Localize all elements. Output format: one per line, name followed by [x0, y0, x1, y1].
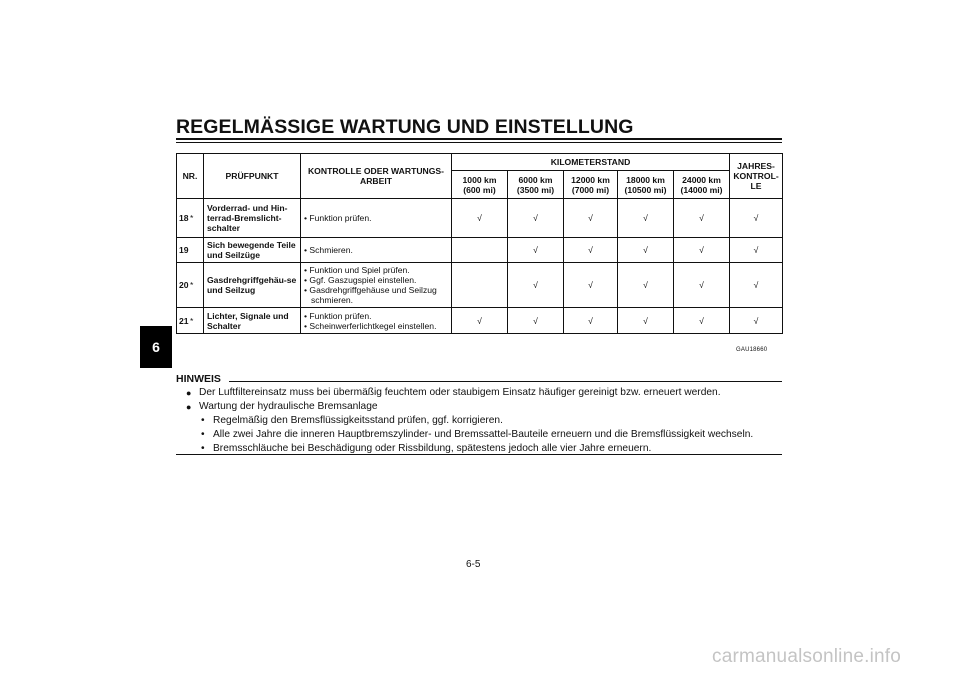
row-item: Sich bewegende Teile und Seilzüge: [204, 238, 301, 263]
hinweis-rule: [229, 381, 782, 382]
row-number-cell: [177, 263, 204, 308]
row-number: 18: [179, 213, 189, 223]
header-action: KONTROLLE ODER WARTUNGS-ARBEIT: [301, 154, 452, 199]
check-mark: √: [452, 199, 508, 238]
check-mark: √: [618, 199, 674, 238]
header-km-0: [452, 171, 508, 199]
row-actions: [301, 199, 452, 238]
note-text: Der Luftfiltereinsatz muss bei übermäßig feuchtem oder staubigem Einsatz häufiger gereinigt bzw. erneuert werden.: [199, 387, 721, 398]
header-nr: NR.: [177, 154, 204, 199]
header-km-value: 18000 km: [626, 174, 665, 185]
note-text: Regelmäßig den Bremsflüssigkeitsstand prüfen, ggf. korrigieren.: [213, 415, 503, 426]
row-number-cell: [177, 199, 204, 238]
page-title: REGELMÄSSIGE WARTUNG UND EINSTELLUNG: [176, 116, 634, 138]
title-rule: [176, 138, 782, 140]
check-mark: [452, 238, 508, 263]
header-km-1: [508, 171, 564, 199]
header-mi-value: (3500 mi): [516, 184, 555, 195]
row-number-cell: [177, 308, 204, 334]
check-mark: √: [674, 263, 730, 308]
header-km-2: [564, 171, 618, 199]
check-mark: √: [564, 199, 618, 238]
check-mark: √: [618, 263, 674, 308]
hinweis-heading: HINWEIS: [176, 373, 221, 385]
action-line: • Funktion und Spiel prüfen.: [304, 265, 410, 275]
header-mi-value: (14000 mi): [680, 184, 723, 195]
check-mark: √: [564, 238, 618, 263]
note-subbullet: • Bremsschläuche bei Beschädigung oder Rissbildung, spätestens jedoch alle vier Jahre erneuern.: [201, 443, 652, 454]
table-row: [177, 308, 783, 334]
check-mark: √: [618, 308, 674, 334]
note-bullet: ● Wartung der hydraulische Bremsanlage: [186, 401, 378, 412]
row-number: 19: [179, 245, 189, 255]
table-row: [177, 238, 783, 263]
header-mi-value: (600 mi): [463, 184, 496, 195]
action-line: • Funktion prüfen.: [304, 213, 372, 223]
dealer-star: *: [190, 315, 194, 326]
check-mark: √: [564, 308, 618, 334]
header-mi-value: (7000 mi): [571, 184, 610, 195]
note-text: Wartung der hydraulische Bremsanlage: [199, 401, 378, 412]
check-mark: [452, 263, 508, 308]
row-item: Lichter, Signale und Schalter: [204, 308, 301, 334]
check-mark: √: [730, 308, 783, 334]
header-km-3: [618, 171, 674, 199]
row-item: Gasdrehgriffgehäu-se und Seilzug: [204, 263, 301, 308]
table-row: [177, 263, 783, 308]
check-mark: √: [508, 238, 564, 263]
header-km-value: 24000 km: [682, 174, 721, 185]
action-line: • Gasdrehgriffgehäuse und Seilzug schmieren.: [304, 285, 437, 305]
note-text: Bremsschläuche bei Beschädigung oder Rissbildung, spätestens jedoch alle vier Jahre erneuern.: [213, 443, 652, 454]
header-mi-value: (10500 mi): [624, 184, 667, 195]
header-km-value: 1000 km: [462, 174, 497, 185]
action-line: • Ggf. Gaszugspiel einstellen.: [304, 275, 417, 285]
title-rule-thin: [176, 142, 782, 143]
header-item: PRÜFPUNKT: [204, 154, 301, 199]
action-line: • Scheinwerferlichtkegel einstellen.: [304, 320, 437, 331]
row-actions: [301, 308, 452, 334]
dealer-star: *: [190, 280, 194, 290]
check-mark: √: [564, 263, 618, 308]
check-mark: √: [508, 199, 564, 238]
maintenance-table: [176, 153, 783, 334]
page-number: 6-5: [466, 559, 481, 570]
check-mark: √: [730, 199, 783, 238]
action-line: • Schmieren.: [304, 245, 353, 255]
header-km-value: 12000 km: [571, 174, 610, 185]
action-line: • Funktion prüfen.: [304, 310, 372, 321]
note-bullet: ● Der Luftfiltereinsatz muss bei übermäßig feuchtem oder staubigem Einsatz häufiger gereinigt bzw. erneuert werden.: [186, 387, 721, 398]
dealer-star: *: [190, 213, 194, 223]
check-mark: √: [452, 308, 508, 334]
reference-code: GAU18660: [736, 347, 768, 353]
row-number: 20: [179, 280, 189, 290]
bottom-rule: [176, 454, 782, 455]
header-km-value: 6000 km: [518, 174, 553, 185]
note-subbullet: • Regelmäßig den Bremsflüssigkeitsstand prüfen, ggf. korrigieren.: [201, 415, 503, 426]
check-mark: √: [674, 308, 730, 334]
note-subbullet: • Alle zwei Jahre die inneren Hauptbremszylinder- und Bremssattel-Bauteile erneuern und die Bremsflüssigkeit wechseln.: [201, 429, 754, 440]
check-mark: √: [508, 263, 564, 308]
row-actions: [301, 238, 452, 263]
header-km-group: KILOMETERSTAND: [452, 154, 730, 171]
header-yearly: JAHRES-KONTROL-LE: [730, 154, 783, 199]
check-mark: √: [508, 308, 564, 334]
hinweis-notes: [186, 386, 782, 456]
header-km-4: [674, 171, 730, 199]
row-number-cell: [177, 238, 204, 263]
note-text: Alle zwei Jahre die inneren Hauptbremszylinder- und Bremssattel-Bauteile erneuern und die Bremsflüssigkeit wechseln.: [213, 429, 754, 440]
row-number: 21: [179, 315, 189, 326]
check-mark: √: [618, 238, 674, 263]
check-mark: √: [730, 238, 783, 263]
chapter-tab: 6: [140, 326, 172, 368]
check-mark: √: [674, 199, 730, 238]
check-mark: √: [674, 238, 730, 263]
watermark: carmanualsonline.info: [712, 646, 902, 667]
row-item: Vorderrad- und Hin-terrad-Bremslicht-schalter: [204, 199, 301, 238]
table-row: [177, 199, 783, 238]
row-actions: [301, 263, 452, 308]
check-mark: √: [730, 263, 783, 308]
